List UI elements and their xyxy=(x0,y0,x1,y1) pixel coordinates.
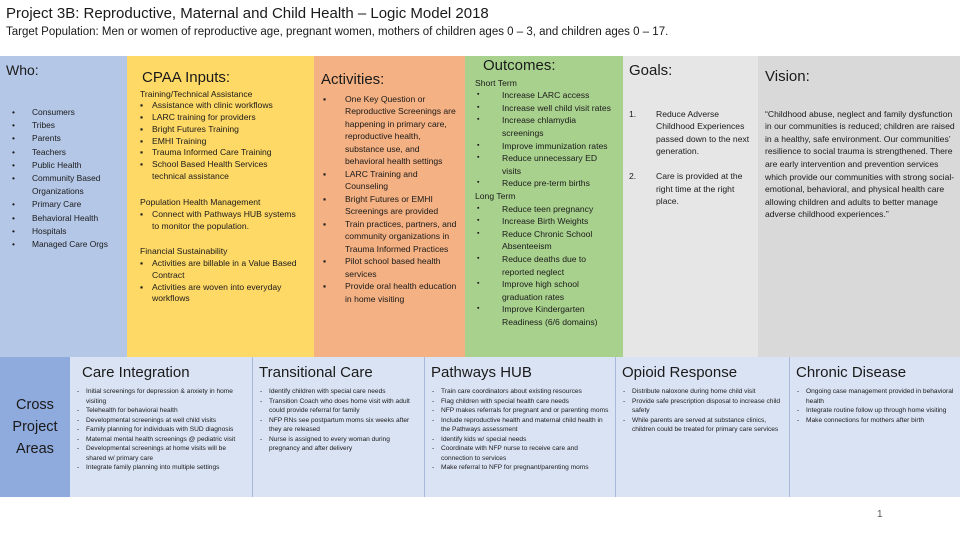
list-item: ▪ Activities are woven into everyday workflows xyxy=(140,282,302,305)
list-item: • Community Based Organizations xyxy=(8,172,121,198)
list-item: • Behavioral Health xyxy=(8,212,121,225)
list-item: ▪ Trauma Informed Care Training xyxy=(140,147,302,159)
list-item: ▪ Reduce pre-term births xyxy=(475,177,618,190)
list-item: - Make referral to NFP for pregnant/parenting moms xyxy=(431,463,609,473)
inputs-column xyxy=(127,56,314,357)
cross-line: Cross xyxy=(16,397,54,413)
list-item: ▪ Increase Birth Weights xyxy=(475,215,618,228)
list-item: - Identify kids w/ special needs xyxy=(431,435,609,445)
list-item: ▪ Assistance with clinic workflows xyxy=(140,100,302,112)
list-item: ▪ Bright Futures Training xyxy=(140,124,302,136)
group-label: Training/Technical Assistance xyxy=(140,88,253,99)
list-item: ▪ LARC training for providers xyxy=(140,112,302,124)
pathways-hub-box xyxy=(425,357,616,497)
list-item: • Parents xyxy=(8,132,121,145)
goal-text: Care is provided at the right time at the right place. xyxy=(656,170,743,207)
cross-line: Areas xyxy=(16,441,54,457)
short-term-list xyxy=(475,89,618,190)
list-item: • Primary Care xyxy=(8,198,121,211)
list-item xyxy=(629,170,752,208)
list-item: - NFP RNs see postpartum moms six weeks after they are released xyxy=(259,416,418,435)
list-item: - Initial screenings for depression & anxiety in home visiting xyxy=(76,387,246,406)
outcomes-column xyxy=(465,56,623,357)
list-item: ▪ EMHI Training xyxy=(140,136,302,148)
list-item: - Family planning for individuals with SUD diagnosis xyxy=(76,425,246,435)
list-item: - Train care coordinators about existing resources xyxy=(431,387,609,397)
list-item: - Telehealth for behavioral health xyxy=(76,406,246,416)
list-item: • Managed Care Orgs xyxy=(8,238,121,251)
list-item: - Integrate family planning into multiple settings xyxy=(76,463,246,473)
list-item: - Integrate routine follow up through home visiting xyxy=(796,406,954,416)
short-term-label: Short Term xyxy=(475,77,517,88)
list-item: - Distribute naloxone during home child visit xyxy=(622,387,783,397)
goals-list xyxy=(629,108,752,208)
list-item: ▪ Improve immunization rates xyxy=(475,140,618,153)
goal-number: 2. xyxy=(629,170,637,181)
inputs-group-training xyxy=(140,89,302,183)
transitional-care-box xyxy=(253,357,425,497)
vision-column xyxy=(758,56,960,357)
list-item: - Nurse is assigned to every woman during pregnancy and after delivery xyxy=(259,435,418,454)
goals-column xyxy=(623,56,758,357)
transitional-care-heading: Transitional Care xyxy=(259,364,373,381)
vision-text: “Childhood abuse, neglect and family dysfunction in our communities is reduced; children are raised in a healthy, safe environment. Our communities’ resilience to social trauma is strengthened. There are early intervention and prevention services which provide our communities with strong social-emotional, behavioral, and physical health care allowing children and adults to better manage adverse childhood experiences.” xyxy=(765,108,955,220)
pathways-hub-heading: Pathways HUB xyxy=(431,364,532,381)
group-label: Population Health Management xyxy=(140,197,261,208)
list-item: ▪ Bright Futures or EMHI Screenings are provided xyxy=(321,193,461,218)
cross-project-label xyxy=(0,357,70,497)
list-item: - Ongoing case management provided in behavioral health xyxy=(796,387,954,406)
activities-column xyxy=(314,56,465,357)
list-item: ▪ Improve high school graduation rates xyxy=(475,278,618,303)
list-item: ▪ Provide oral health education in home visiting xyxy=(321,280,461,305)
list-item: • Hospitals xyxy=(8,225,121,238)
list-item: ▪ Reduce Chronic School Absenteeism xyxy=(475,228,618,253)
list-item: - Identify children with special care needs xyxy=(259,387,418,397)
page-number: 1 xyxy=(877,509,883,520)
list-item: - Provide safe prescription disposal to increase child safety xyxy=(622,397,783,416)
vision-heading: Vision: xyxy=(765,68,810,85)
list-item: ▪ Increase chlamydia screenings xyxy=(475,114,618,139)
list-item xyxy=(629,108,752,158)
who-heading: Who: xyxy=(6,62,39,78)
page-title: Project 3B: Reproductive, Maternal and Child Health – Logic Model 2018 xyxy=(6,5,489,22)
list-item: ▪ Activities are billable in a Value Based Contract xyxy=(140,258,302,281)
outcomes-heading: Outcomes: xyxy=(483,57,556,74)
inputs-group-financial xyxy=(140,246,302,305)
activities-heading: Activities: xyxy=(321,71,385,88)
list-item: ▪ Increase LARC access xyxy=(475,89,618,102)
list-item: • Tribes xyxy=(8,119,121,132)
goal-text: Reduce Adverse Childhood Experiences passed down to the next generation. xyxy=(656,108,750,157)
list-item: ▪ Reduce deaths due to reported neglect xyxy=(475,253,618,278)
list-item: - NFP makes referrals for pregnant and or parenting moms xyxy=(431,406,609,416)
list-item: ▪ One Key Question or Reproductive Screenings are happening in primary care, reproductive health, substance use, and behavioral health settings xyxy=(321,93,461,168)
list-item: - While parents are served at substance clinics, children could be treated for primary care services xyxy=(622,416,783,435)
who-column xyxy=(0,56,127,357)
chronic-disease-box xyxy=(790,357,960,497)
list-item: ▪ Increase well child visit rates xyxy=(475,102,618,115)
group-label: Financial Sustainability xyxy=(140,246,228,257)
activities-list xyxy=(321,93,461,306)
chronic-disease-heading: Chronic Disease xyxy=(796,364,907,381)
list-item: • Consumers xyxy=(8,106,121,119)
list-item: ▪ Reduce teen pregnancy xyxy=(475,203,618,216)
list-item: - Coordinate with NFP nurse to receive care and connection to services xyxy=(431,444,609,463)
list-item: ▪ Improve Kindergarten Readiness (6/6 domains) xyxy=(475,303,618,328)
inputs-group-population xyxy=(140,197,302,232)
target-population: Target Population: Men or women of reproductive age, pregnant women, mothers of children ages 0 – 3, and children ages 0 – 17. xyxy=(6,26,669,38)
list-item: - Make connections for mothers after birth xyxy=(796,416,954,426)
goals-heading: Goals: xyxy=(629,62,673,79)
list-item: ▪ Connect with Pathways HUB systems to monitor the population. xyxy=(140,209,302,232)
list-item: ▪ Reduce unnecessary ED visits xyxy=(475,152,618,177)
list-item: - Developmental screenings at home visits will be shared w/ primary care xyxy=(76,444,246,463)
list-item: - Include reproductive health and maternal child health in the Pathways assessment xyxy=(431,416,609,435)
who-list xyxy=(8,106,121,251)
cross-line: Project xyxy=(12,419,58,435)
inputs-heading: CPAA Inputs: xyxy=(142,69,231,86)
opioid-response-box xyxy=(616,357,790,497)
list-item: • Teachers xyxy=(8,146,121,159)
list-item: ▪ School Based Health Services technical assistance xyxy=(140,159,302,182)
list-item: - Transition Coach who does home visit with adult could provide referral for family xyxy=(259,397,418,416)
list-item: ▪ LARC Training and Counseling xyxy=(321,168,461,193)
long-term-list xyxy=(475,203,618,329)
list-item: ▪ Train practices, partners, and community organizations in Trauma Informed Practices xyxy=(321,218,461,256)
long-term-label: Long Term xyxy=(475,190,516,201)
care-integration-heading: Care Integration xyxy=(82,364,190,381)
goal-number: 1. xyxy=(629,108,637,119)
list-item: - Flag children with special health care needs xyxy=(431,397,609,407)
care-integration-box xyxy=(70,357,253,497)
list-item: - Maternal mental health screenings @ pediatric visit xyxy=(76,435,246,445)
list-item: - Developmental screenings at well child visits xyxy=(76,416,246,426)
list-item: • Public Health xyxy=(8,159,121,172)
opioid-response-heading: Opioid Response xyxy=(622,364,738,381)
list-item: ▪ Pilot school based health services xyxy=(321,255,461,280)
